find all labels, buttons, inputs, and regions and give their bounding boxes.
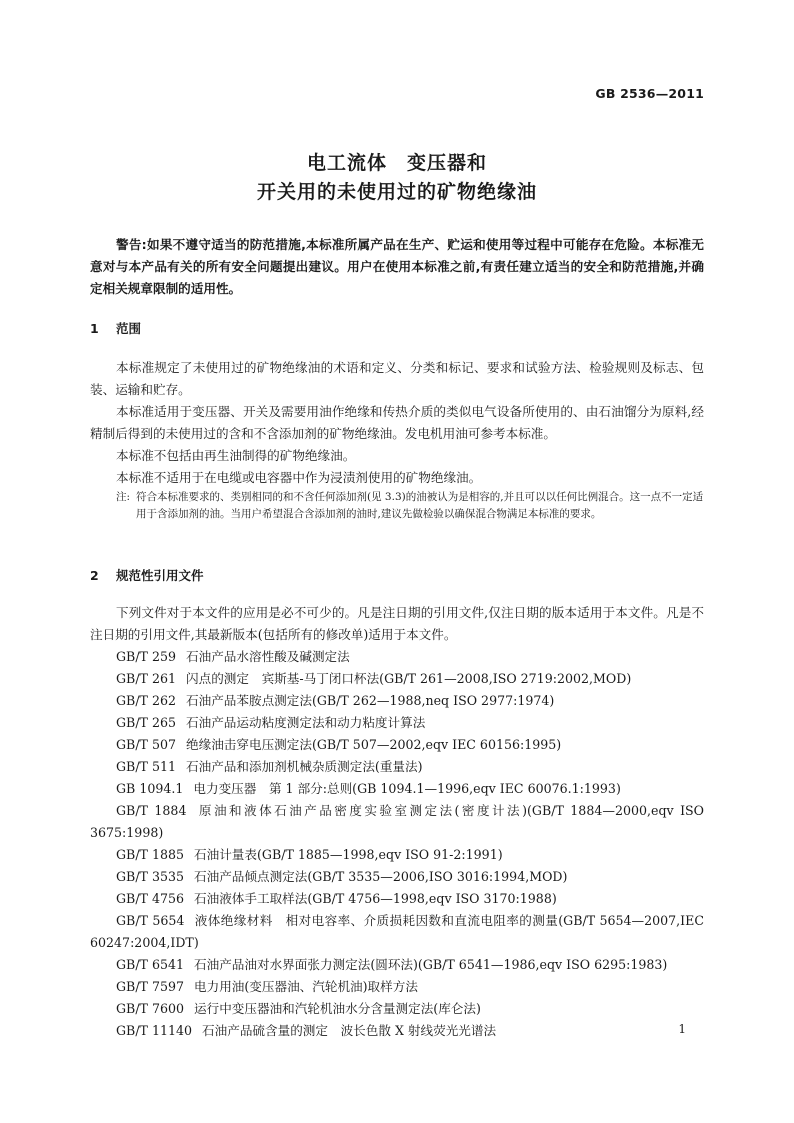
- note-label: 注:: [116, 491, 131, 503]
- reference-title: 电力用油(变压器油、汽轮机油)取样方法: [194, 979, 418, 994]
- reference-title: 石油产品水溶性酸及碱测定法: [186, 649, 350, 664]
- section-1-paragraph: 本标准适用于变压器、开关及需要用油作绝缘和传热介质的类似电气设备所使用的、由石油馏分为原料,经精制后得到的未使用过的含和不含添加剂的矿物绝缘油。发电机用油可参考本标准。: [90, 404, 704, 441]
- reference-code: GB/T 261: [116, 671, 176, 686]
- reference-title: 闪点的测定 宾斯基-马丁闭口杯法(GB/T 261—2008,ISO 2719:2002,MOD): [186, 671, 632, 686]
- document-title-line-2: 开关用的未使用过的矿物绝缘油: [256, 181, 537, 203]
- reference-code: GB/T 4756: [116, 891, 185, 906]
- reference-title: 石油计量表(GB/T 1885—1998,eqv ISO 91-2:1991): [194, 847, 503, 862]
- reference-code: GB/T 511: [116, 759, 176, 774]
- section-2-title: 规范性引用文件: [116, 568, 204, 583]
- reference-code: GB/T 1885: [116, 847, 185, 862]
- reference-item: [90, 668, 704, 690]
- note-text: 符合本标准要求的、类别相同的和不含任何添加剂(见 3.3)的油被认为是相容的,并且可以以任何比例混合。这一点不一定适用于含添加剂的油。当用户希望混合含添加剂的油时,建议先做检验以确保混合物满足本标准的要求。: [136, 491, 704, 520]
- reference-code: GB/T 265: [116, 715, 176, 730]
- section-1-paragraph: 本标准不包括由再生油制得的矿物绝缘油。: [116, 448, 356, 463]
- reference-item: [90, 646, 704, 668]
- section-1-heading: [90, 319, 141, 337]
- reference-item: [90, 756, 704, 778]
- section-1-paragraph: 本标准规定了未使用过的矿物绝缘油的术语和定义、分类和标记、要求和试验方法、检验规则及标志、包装、运输和贮存。: [90, 360, 704, 397]
- reference-title: 石油产品油对水界面张力测定法(圆环法)(GB/T 6541—1986,eqv ISO 6295:1983): [194, 957, 668, 972]
- reference-item: [90, 954, 704, 976]
- reference-title: 石油产品运动粘度测定法和动力粘度计算法: [186, 715, 426, 730]
- reference-code: GB/T 262: [116, 693, 176, 708]
- reference-item: [90, 712, 704, 734]
- reference-item: [90, 888, 704, 910]
- reference-item: [90, 778, 704, 800]
- section-1-paragraph: 本标准不适用于在电缆或电容器中作为浸渍剂使用的矿物绝缘油。: [116, 470, 482, 485]
- reference-item: [90, 866, 704, 888]
- reference-code: GB/T 7597: [116, 979, 185, 994]
- section-2-heading: [90, 566, 204, 584]
- standard-code: GB 2536—2011: [595, 86, 704, 101]
- section-1-number: 1: [90, 321, 99, 336]
- reference-code: GB/T 259: [116, 649, 176, 664]
- warning-paragraph: 警告:如果不遵守适当的防范措施,本标准所属产品在生产、贮运和使用等过程中可能存在危险。本标准无意对与本产品有关的所有安全问题提出建议。用户在使用本标准之前,有责任建立适当的安全和防范措施,并确定相关规章限制的适用性。: [90, 237, 704, 296]
- reference-item: [90, 910, 704, 954]
- document-title-line-1: 电工流体 变压器和: [306, 152, 487, 174]
- reference-code: GB/T 507: [116, 737, 176, 752]
- section-1-title: 范围: [116, 321, 142, 336]
- reference-title: 石油产品苯胺点测定法(GB/T 262—1988,neq ISO 2977:1974): [186, 693, 555, 708]
- reference-item: [90, 800, 704, 844]
- reference-code: GB/T 7600: [116, 1001, 185, 1016]
- reference-title: 石油产品倾点测定法(GB/T 3535—2006,ISO 3016:1994,MOD): [194, 869, 568, 884]
- reference-title: 石油液体手工取样法(GB/T 4756—1998,eqv ISO 3170:1988): [194, 891, 557, 906]
- reference-code: GB/T 1884: [116, 803, 187, 818]
- reference-title: 液体绝缘材料 相对电容率、介质损耗因数和直流电阻率的测量(GB/T 5654—2007,IEC 60247:2004,IDT): [90, 913, 704, 950]
- reference-code: GB 1094.1: [116, 781, 184, 796]
- reference-code: GB/T 11140: [116, 1023, 193, 1038]
- reference-item: [90, 844, 704, 866]
- reference-title: 原油和液体石油产品密度实验室测定法(密度计法)(GB/T 1884—2000,eqv ISO 3675:1998): [90, 803, 704, 840]
- reference-item: [90, 1020, 670, 1042]
- page-number: 1: [678, 1022, 686, 1036]
- reference-code: GB/T 6541: [116, 957, 185, 972]
- reference-title: 电力变压器 第 1 部分:总则(GB 1094.1—1996,eqv IEC 60076.1:1993): [193, 781, 621, 796]
- section-2-intro: 下列文件对于本文件的应用是必不可少的。凡是注日期的引用文件,仅注日期的版本适用于本文件。凡是不注日期的引用文件,其最新版本(包括所有的修改单)适用于本文件。: [90, 605, 704, 642]
- reference-item: [90, 998, 704, 1020]
- section-1-note: [116, 489, 708, 523]
- reference-code: GB/T 5654: [116, 913, 185, 928]
- reference-title: 绝缘油击穿电压测定法(GB/T 507—2002,eqv IEC 60156:1995): [186, 737, 562, 752]
- reference-item: [90, 734, 704, 756]
- reference-item: [90, 690, 704, 712]
- reference-item: [90, 976, 704, 998]
- reference-title: 石油产品和添加剂机械杂质测定法(重量法): [186, 759, 423, 774]
- reference-title: 运行中变压器油和汽轮机油水分含量测定法(库仑法): [194, 1001, 481, 1016]
- reference-code: GB/T 3535: [116, 869, 185, 884]
- section-2-number: 2: [90, 568, 99, 583]
- reference-title: 石油产品硫含量的测定 波长色散 X 射线荧光光谱法: [202, 1023, 497, 1038]
